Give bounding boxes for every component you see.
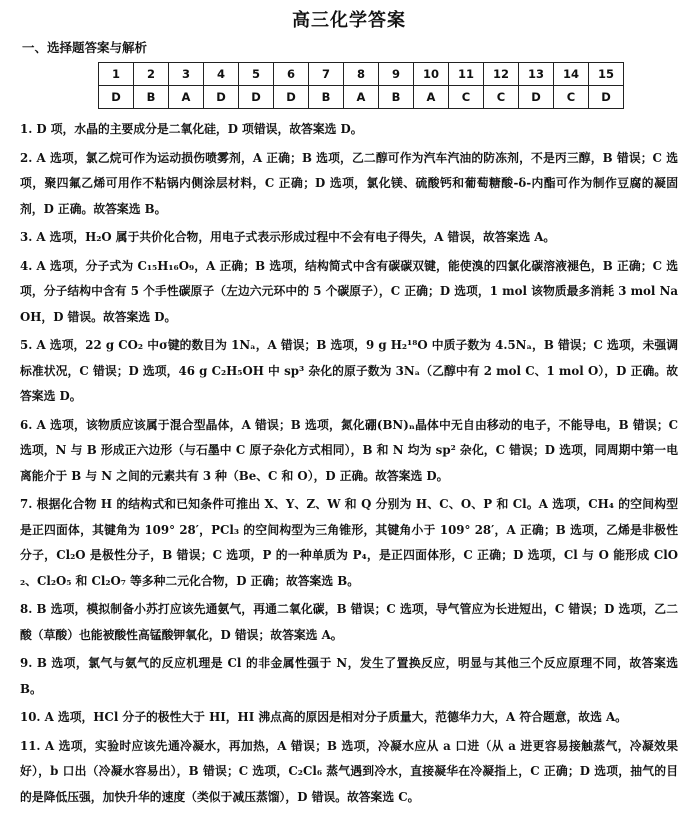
question-number: 2 — [134, 63, 169, 86]
answer-letter: D — [274, 86, 309, 109]
answer-letter: B — [134, 86, 169, 109]
question-number: 4 — [204, 63, 239, 86]
question-number: 10 — [414, 63, 449, 86]
section-title: 一、选择题答案与解析 — [22, 40, 148, 55]
question-number: 1 — [99, 63, 134, 86]
question-number: 13 — [519, 63, 554, 86]
answer-letter: C — [554, 86, 589, 109]
question-number: 14 — [554, 63, 589, 86]
explanation-5: 5. A 选项，22 g CO₂ 中σ键的数目为 1Nₐ，A 错误；B 选项，9 g H₂¹⁸O 中质子数为 4.5Nₐ，B 错误；C 选项，未强调标准状况，C 错误；D 选项，46 g C₂H₅OH 中 sp³ 杂化的原子数为 3Nₐ（乙醇中有 2 mol C、1 mol O），D 正确。故答案选 D。 — [20, 338, 678, 403]
question-number: 11 — [449, 63, 484, 86]
answer-table — [98, 62, 624, 109]
answer-letter: D — [239, 86, 274, 109]
explanation-9: 9. B 选项，氯气与氨气的反应机理是 Cl 的非金属性强于 N，发生了置换反应，明显与其他三个反应原理不同，故答案选 B。 — [20, 656, 678, 696]
answer-letter: D — [204, 86, 239, 109]
question-number: 7 — [309, 63, 344, 86]
page-title: 高三化学答案 — [292, 10, 406, 31]
answer-letter: A — [169, 86, 204, 109]
explanation-4: 4. A 选项，分子式为 C₁₅H₁₆O₉，A 正确；B 选项，结构简式中含有碳碳双键，能使溴的四氯化碳溶液褪色，B 正确；C 选项，分子结构中含有 5 个手性碳原子（左边六元环中的 5 个碳原子），C 正确；D 选项，1 mol 该物质最多消耗 3 mol NaOH，D 错误。故答案选 D。 — [20, 258, 678, 324]
explanation-2: 2. A 选项，氯乙烷可作为运动损伤喷雾剂，A 正确；B 选项，乙二醇可作为汽车汽油的防冻剂，不是丙三醇，B 错误；C 选项，聚四氟乙烯可用作不粘锅内侧涂层材料，C 正确；D 选项，氯化镁、硫酸钙和葡萄糖酸-δ-内酯可作为制作豆腐的凝固剂，D 正确。故答案选 B。 — [20, 150, 678, 216]
explanation-11: 11. A 选项，实验时应该先通冷凝水，再加热，A 错误；B 选项，冷凝水应从 a 口进（从 a 进更容易接触蒸气，冷凝效果好），b 口出（冷凝水容易出），B 错误；C 选项，C₂Cl₆ 蒸气遇到冷水，直接凝华在冷凝指上，C 正确；D 选项，抽气的目的是降低压强，加快升华的速度（类似于减压蒸馏），D 错误。故答案选 C。 — [20, 738, 678, 804]
question-number: 5 — [239, 63, 274, 86]
question-number: 6 — [274, 63, 309, 86]
answer-table-numbers-row — [99, 63, 624, 86]
answer-table-answers-row — [99, 86, 624, 109]
answer-letter: A — [344, 86, 379, 109]
question-number: 12 — [484, 63, 519, 86]
explanation-10: 10. A 选项，HCl 分子的极性大于 HI，HI 沸点高的原因是相对分子质量大，范德华力大，A 符合题意，故选 A。 — [20, 710, 627, 724]
answer-letter: D — [519, 86, 554, 109]
explanation-3: 3. A 选项，H₂O 属于共价化合物，用电子式表示形成过程中不会有电子得失，A 错误，故答案选 A。 — [20, 230, 556, 244]
question-number: 8 — [344, 63, 379, 86]
answer-letter: B — [379, 86, 414, 109]
explanation-8: 8. B 选项，模拟制备小苏打应该先通氨气，再通二氧化碳，B 错误；C 选项，导气管应为长进短出，C 错误；D 选项，乙二酸（草酸）也能被酸性高锰酸钾氧化，D 错误；故答案选 A。 — [20, 602, 678, 642]
explanation-1: 1. D 项，水晶的主要成分是二氧化硅，D 项错误，故答案选 D。 — [20, 122, 363, 136]
answer-letter: D — [589, 86, 624, 109]
explanation-7: 7. 根据化合物 H 的结构式和已知条件可推出 X、Y、Z、W 和 Q 分别为 H、C、O、P 和 Cl。A 选项，CH₄ 的空间构型是正四面体，其键角为 109° 28′，PCl₃ 的空间构型为三角锥形，其键角小于 109° 28′，A 正确；B 选项，乙烯是非极性分子，Cl₂O 是极性分子，B 错误；C 选项，P 的一种单质为 P₄，是正四面体形，C 正确；D 选项，Cl 与 O 能形成 ClO₂、Cl₂O₅ 和 Cl₂O₇ 等多种二元化合物，D 正确；故答案选 B。 — [20, 497, 678, 588]
answer-letter: A — [414, 86, 449, 109]
answer-letter: C — [449, 86, 484, 109]
question-number: 9 — [379, 63, 414, 86]
question-number: 3 — [169, 63, 204, 86]
answer-letter: D — [99, 86, 134, 109]
question-number: 15 — [589, 63, 624, 86]
answer-letter: B — [309, 86, 344, 109]
explanation-6: 6. A 选项，该物质应该属于混合型晶体，A 错误；B 选项，氮化硼(BN)ₙ晶体中无自由移动的电子，不能导电，B 错误；C 选项，N 与 B 形成正六边形（与石墨中 C 原子杂化方式相同），B 和 N 均为 sp² 杂化，C 错误；D 选项，同周期中第一电离能介于 B 与 N 之间的元素共有 3 种（Be、C 和 O），D 正确。故答案选 D。 — [20, 417, 678, 483]
answer-letter: C — [484, 86, 519, 109]
